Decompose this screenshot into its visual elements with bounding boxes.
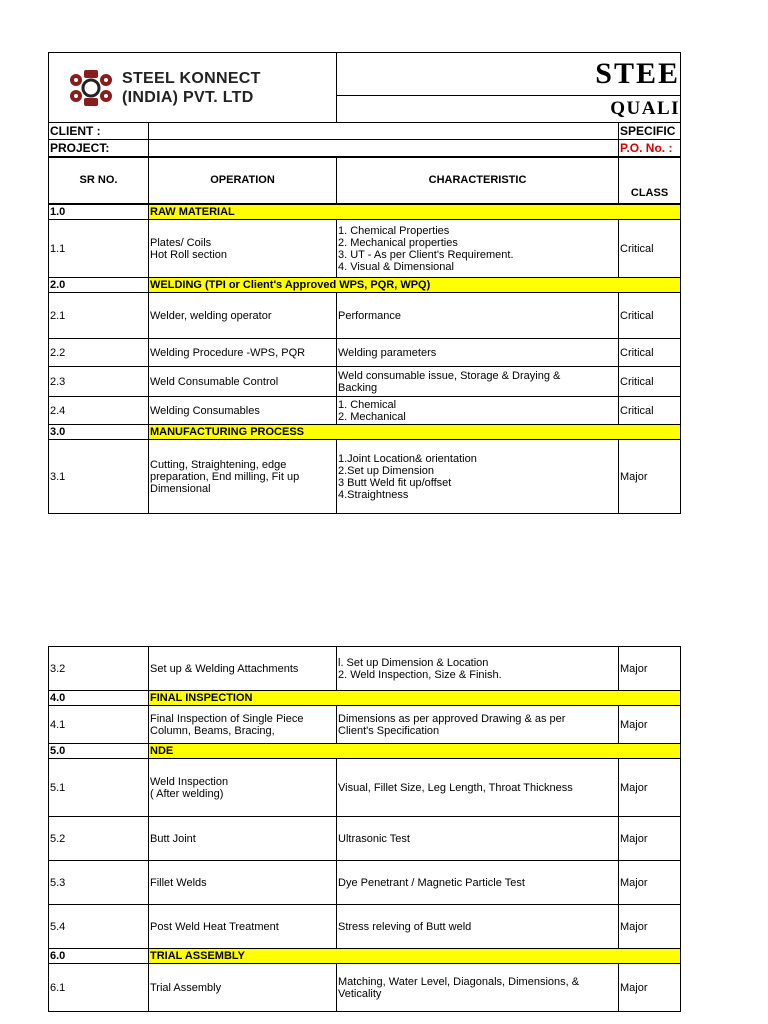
specification-label: SPECIFIC bbox=[619, 123, 681, 140]
col-header-characteristic: CHARACTERISTIC bbox=[337, 157, 619, 204]
title-cell bbox=[337, 53, 681, 123]
sr-number: 3.1 bbox=[49, 440, 149, 514]
table-row bbox=[49, 293, 681, 339]
class-cell: Critical bbox=[619, 339, 681, 367]
document-title: STEE bbox=[337, 53, 680, 96]
table-row bbox=[49, 440, 681, 514]
table-row bbox=[49, 861, 681, 905]
section-number: 2.0 bbox=[49, 278, 149, 293]
client-value bbox=[149, 123, 619, 140]
sr-number: 5.3 bbox=[49, 861, 149, 905]
section-row bbox=[49, 425, 681, 440]
section-number: 3.0 bbox=[49, 425, 149, 440]
section-title: MANUFACTURING PROCESS bbox=[149, 425, 681, 440]
sr-number: 5.1 bbox=[49, 759, 149, 817]
section-row bbox=[49, 278, 681, 293]
sr-number: 2.4 bbox=[49, 397, 149, 425]
characteristic-cell: 1.Joint Location& orientation 2.Set up Dimension 3 Butt Weld fit up/offset 4.Straightness bbox=[337, 440, 619, 514]
section-title: RAW MATERIAL bbox=[149, 205, 681, 220]
section-row bbox=[49, 691, 681, 706]
qap-table-part1 bbox=[48, 204, 681, 514]
class-cell: Major bbox=[619, 706, 681, 744]
characteristic-cell: Stress releving of Butt weld bbox=[337, 905, 619, 949]
section-row bbox=[49, 949, 681, 964]
po-number-label: P.O. No. : bbox=[619, 140, 681, 157]
operation-cell: Welder, welding operator bbox=[149, 293, 337, 339]
operation-cell: Welding Consumables bbox=[149, 397, 337, 425]
document-subtitle: QUALI bbox=[610, 98, 681, 119]
sr-number: 6.1 bbox=[49, 964, 149, 1012]
class-cell: Major bbox=[619, 964, 681, 1012]
characteristic-cell: Welding parameters bbox=[337, 339, 619, 367]
table-row bbox=[49, 964, 681, 1012]
header-table bbox=[48, 52, 681, 204]
project-label: PROJECT: bbox=[49, 140, 149, 157]
operation-cell: Fillet Welds bbox=[149, 861, 337, 905]
sr-number: 1.1 bbox=[49, 220, 149, 278]
col-header-class: CLASS bbox=[619, 157, 681, 204]
qap-sheet-page1 bbox=[48, 52, 680, 514]
company-name-line1: STEEL KONNECT bbox=[122, 69, 261, 87]
characteristic-cell: 1. Chemical 2. Mechanical bbox=[337, 397, 619, 425]
operation-cell: Final Inspection of Single Piece Column, Beams, Bracing, bbox=[149, 706, 337, 744]
operation-cell: Weld Inspection ( After welding) bbox=[149, 759, 337, 817]
class-cell: Major bbox=[619, 440, 681, 514]
col-header-operation: OPERATION bbox=[149, 157, 337, 204]
class-cell: Major bbox=[619, 905, 681, 949]
sr-number: 2.3 bbox=[49, 367, 149, 397]
operation-cell: Butt Joint bbox=[149, 817, 337, 861]
col-header-sr: SR NO. bbox=[49, 157, 149, 204]
company-logo-cell bbox=[49, 53, 337, 123]
section-title: TRIAL ASSEMBLY bbox=[149, 949, 681, 964]
client-label: CLIENT : bbox=[49, 123, 149, 140]
characteristic-cell: Dye Penetrant / Magnetic Particle Test bbox=[337, 861, 619, 905]
section-number: 6.0 bbox=[49, 949, 149, 964]
sr-number: 4.1 bbox=[49, 706, 149, 744]
company-name-line2: (INDIA) PVT. LTD bbox=[122, 88, 254, 106]
steel-konnect-logo-icon bbox=[68, 68, 114, 108]
characteristic-cell: Performance bbox=[337, 293, 619, 339]
operation-cell: Weld Consumable Control bbox=[149, 367, 337, 397]
section-title: FINAL INSPECTION bbox=[149, 691, 681, 706]
operation-cell: Post Weld Heat Treatment bbox=[149, 905, 337, 949]
table-row bbox=[49, 339, 681, 367]
table-row bbox=[49, 759, 681, 817]
table-row bbox=[49, 647, 681, 691]
operation-cell: Trial Assembly bbox=[149, 964, 337, 1012]
class-cell: Major bbox=[619, 647, 681, 691]
section-number: 1.0 bbox=[49, 205, 149, 220]
project-value bbox=[149, 140, 619, 157]
table-row bbox=[49, 367, 681, 397]
section-number: 4.0 bbox=[49, 691, 149, 706]
table-row bbox=[49, 397, 681, 425]
class-cell: Major bbox=[619, 861, 681, 905]
qap-sheet-page2 bbox=[48, 646, 680, 1012]
operation-cell: Set up & Welding Attachments bbox=[149, 647, 337, 691]
operation-cell: Cutting, Straightening, edge preparation, End milling, Fit up Dimensional bbox=[149, 440, 337, 514]
characteristic-cell: Ultrasonic Test bbox=[337, 817, 619, 861]
sr-number: 3.2 bbox=[49, 647, 149, 691]
class-cell: Critical bbox=[619, 397, 681, 425]
operation-cell: Welding Procedure -WPS, PQR bbox=[149, 339, 337, 367]
class-cell: Critical bbox=[619, 220, 681, 278]
characteristic-cell: l. Set up Dimension & Location 2. Weld Inspection, Size & Finish. bbox=[337, 647, 619, 691]
class-cell: Major bbox=[619, 759, 681, 817]
class-cell: Major bbox=[619, 817, 681, 861]
table-row bbox=[49, 706, 681, 744]
class-cell: Critical bbox=[619, 367, 681, 397]
characteristic-cell: Matching, Water Level, Diagonals, Dimensions, & Veticality bbox=[337, 964, 619, 1012]
operation-cell: Plates/ Coils Hot Roll section bbox=[149, 220, 337, 278]
section-row bbox=[49, 205, 681, 220]
section-number: 5.0 bbox=[49, 744, 149, 759]
table-row bbox=[49, 817, 681, 861]
section-title: WELDING (TPI or Client's Approved WPS, PQR, WPQ) bbox=[149, 278, 681, 293]
sr-number: 2.1 bbox=[49, 293, 149, 339]
sr-number: 5.2 bbox=[49, 817, 149, 861]
class-cell: Critical bbox=[619, 293, 681, 339]
sr-number: 2.2 bbox=[49, 339, 149, 367]
sr-number: 5.4 bbox=[49, 905, 149, 949]
characteristic-cell: Dimensions as per approved Drawing & as per Client's Specification bbox=[337, 706, 619, 744]
section-row bbox=[49, 744, 681, 759]
characteristic-cell: Weld consumable issue, Storage & Draying & Backing bbox=[337, 367, 619, 397]
section-title: NDE bbox=[149, 744, 681, 759]
table-row bbox=[49, 220, 681, 278]
characteristic-cell: Visual, Fillet Size, Leg Length, Throat Thickness bbox=[337, 759, 619, 817]
qap-table-part2 bbox=[48, 646, 681, 1012]
characteristic-cell: 1. Chemical Properties 2. Mechanical properties 3. UT - As per Client's Requirement. 4. Visual & Dimensional bbox=[337, 220, 619, 278]
table-row bbox=[49, 905, 681, 949]
